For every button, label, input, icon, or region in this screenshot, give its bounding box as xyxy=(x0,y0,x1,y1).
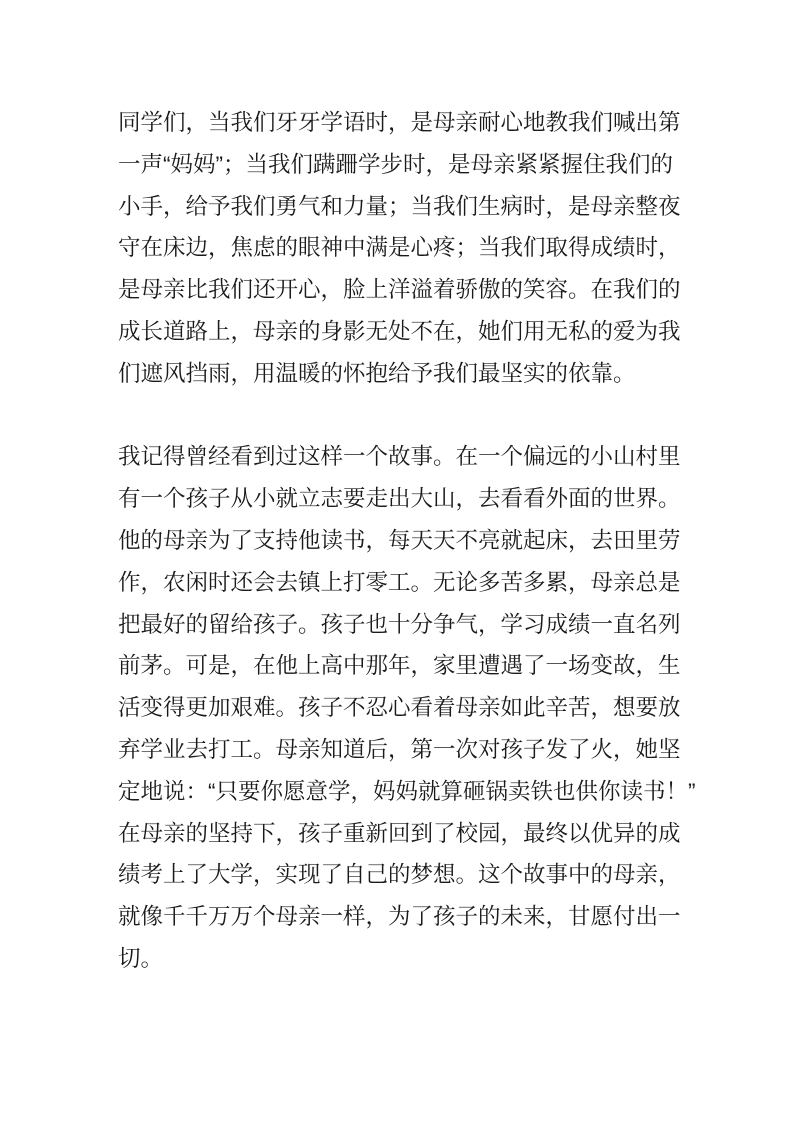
text-line: 弃学业去打工。母亲知道后，第一次对孩子发了火，她坚 xyxy=(118,736,681,762)
text-line: 就像千千万万个母亲一样，为了孩子的未来，甘愿付出一 xyxy=(118,904,681,930)
text-line: 把最好的留给孩子。孩子也十分争气，学习成绩一直名列 xyxy=(118,611,681,637)
text-line: 们遮风挡雨，用温暖的怀抱给予我们最坚实的依靠。 xyxy=(118,360,636,386)
text-line: 定地说：“只要你愿意学，妈妈就算砸锅卖铁也供你读书！” xyxy=(118,778,696,804)
text-line: 守在床边，焦虑的眼神中满是心疼；当我们取得成绩时， xyxy=(118,235,681,261)
text-line: 同学们，当我们牙牙学语时，是母亲耐心地教我们喊出第 xyxy=(118,110,681,135)
text-line: 他的母亲为了支持他读书，每天天不亮就起床，去田里劳 xyxy=(118,527,681,553)
paragraph-1 xyxy=(118,102,682,395)
text-line: 活变得更加艰难。孩子不忍心看着母亲如此辛苦，想要放 xyxy=(118,695,681,721)
text-line: 是母亲比我们还开心，脸上洋溢着骄傲的笑容。在我们的 xyxy=(118,277,681,303)
text-line: 成长道路上，母亲的身影无处不在，她们用无私的爱为我 xyxy=(118,318,681,344)
paragraph-2 xyxy=(118,436,696,979)
text-line: 一声“妈妈”；当我们蹒跚学步时，是母亲紧紧握住我们的 xyxy=(118,151,673,177)
text-line: 在母亲的坚持下，孩子重新回到了校园，最终以优异的成 xyxy=(118,820,681,846)
text-line: 有一个孩子从小就立志要走出大山，去看看外面的世界。 xyxy=(118,486,681,512)
text-line: 切。 xyxy=(118,945,164,971)
text-line: 前茅。可是，在他上高中那年，家里遭遇了一场变故，生 xyxy=(118,653,681,679)
text-line: 小手，给予我们勇气和力量；当我们生病时，是母亲整夜 xyxy=(118,193,681,219)
text-line: 绩考上了大学，实现了自己的梦想。这个故事中的母亲， xyxy=(118,862,681,888)
text-line: 我记得曾经看到过这样一个故事。在一个偏远的小山村里 xyxy=(118,444,681,470)
text-line: 作，农闲时还会去镇上打零工。无论多苦多累，母亲总是 xyxy=(118,569,681,595)
document-body xyxy=(118,102,696,980)
